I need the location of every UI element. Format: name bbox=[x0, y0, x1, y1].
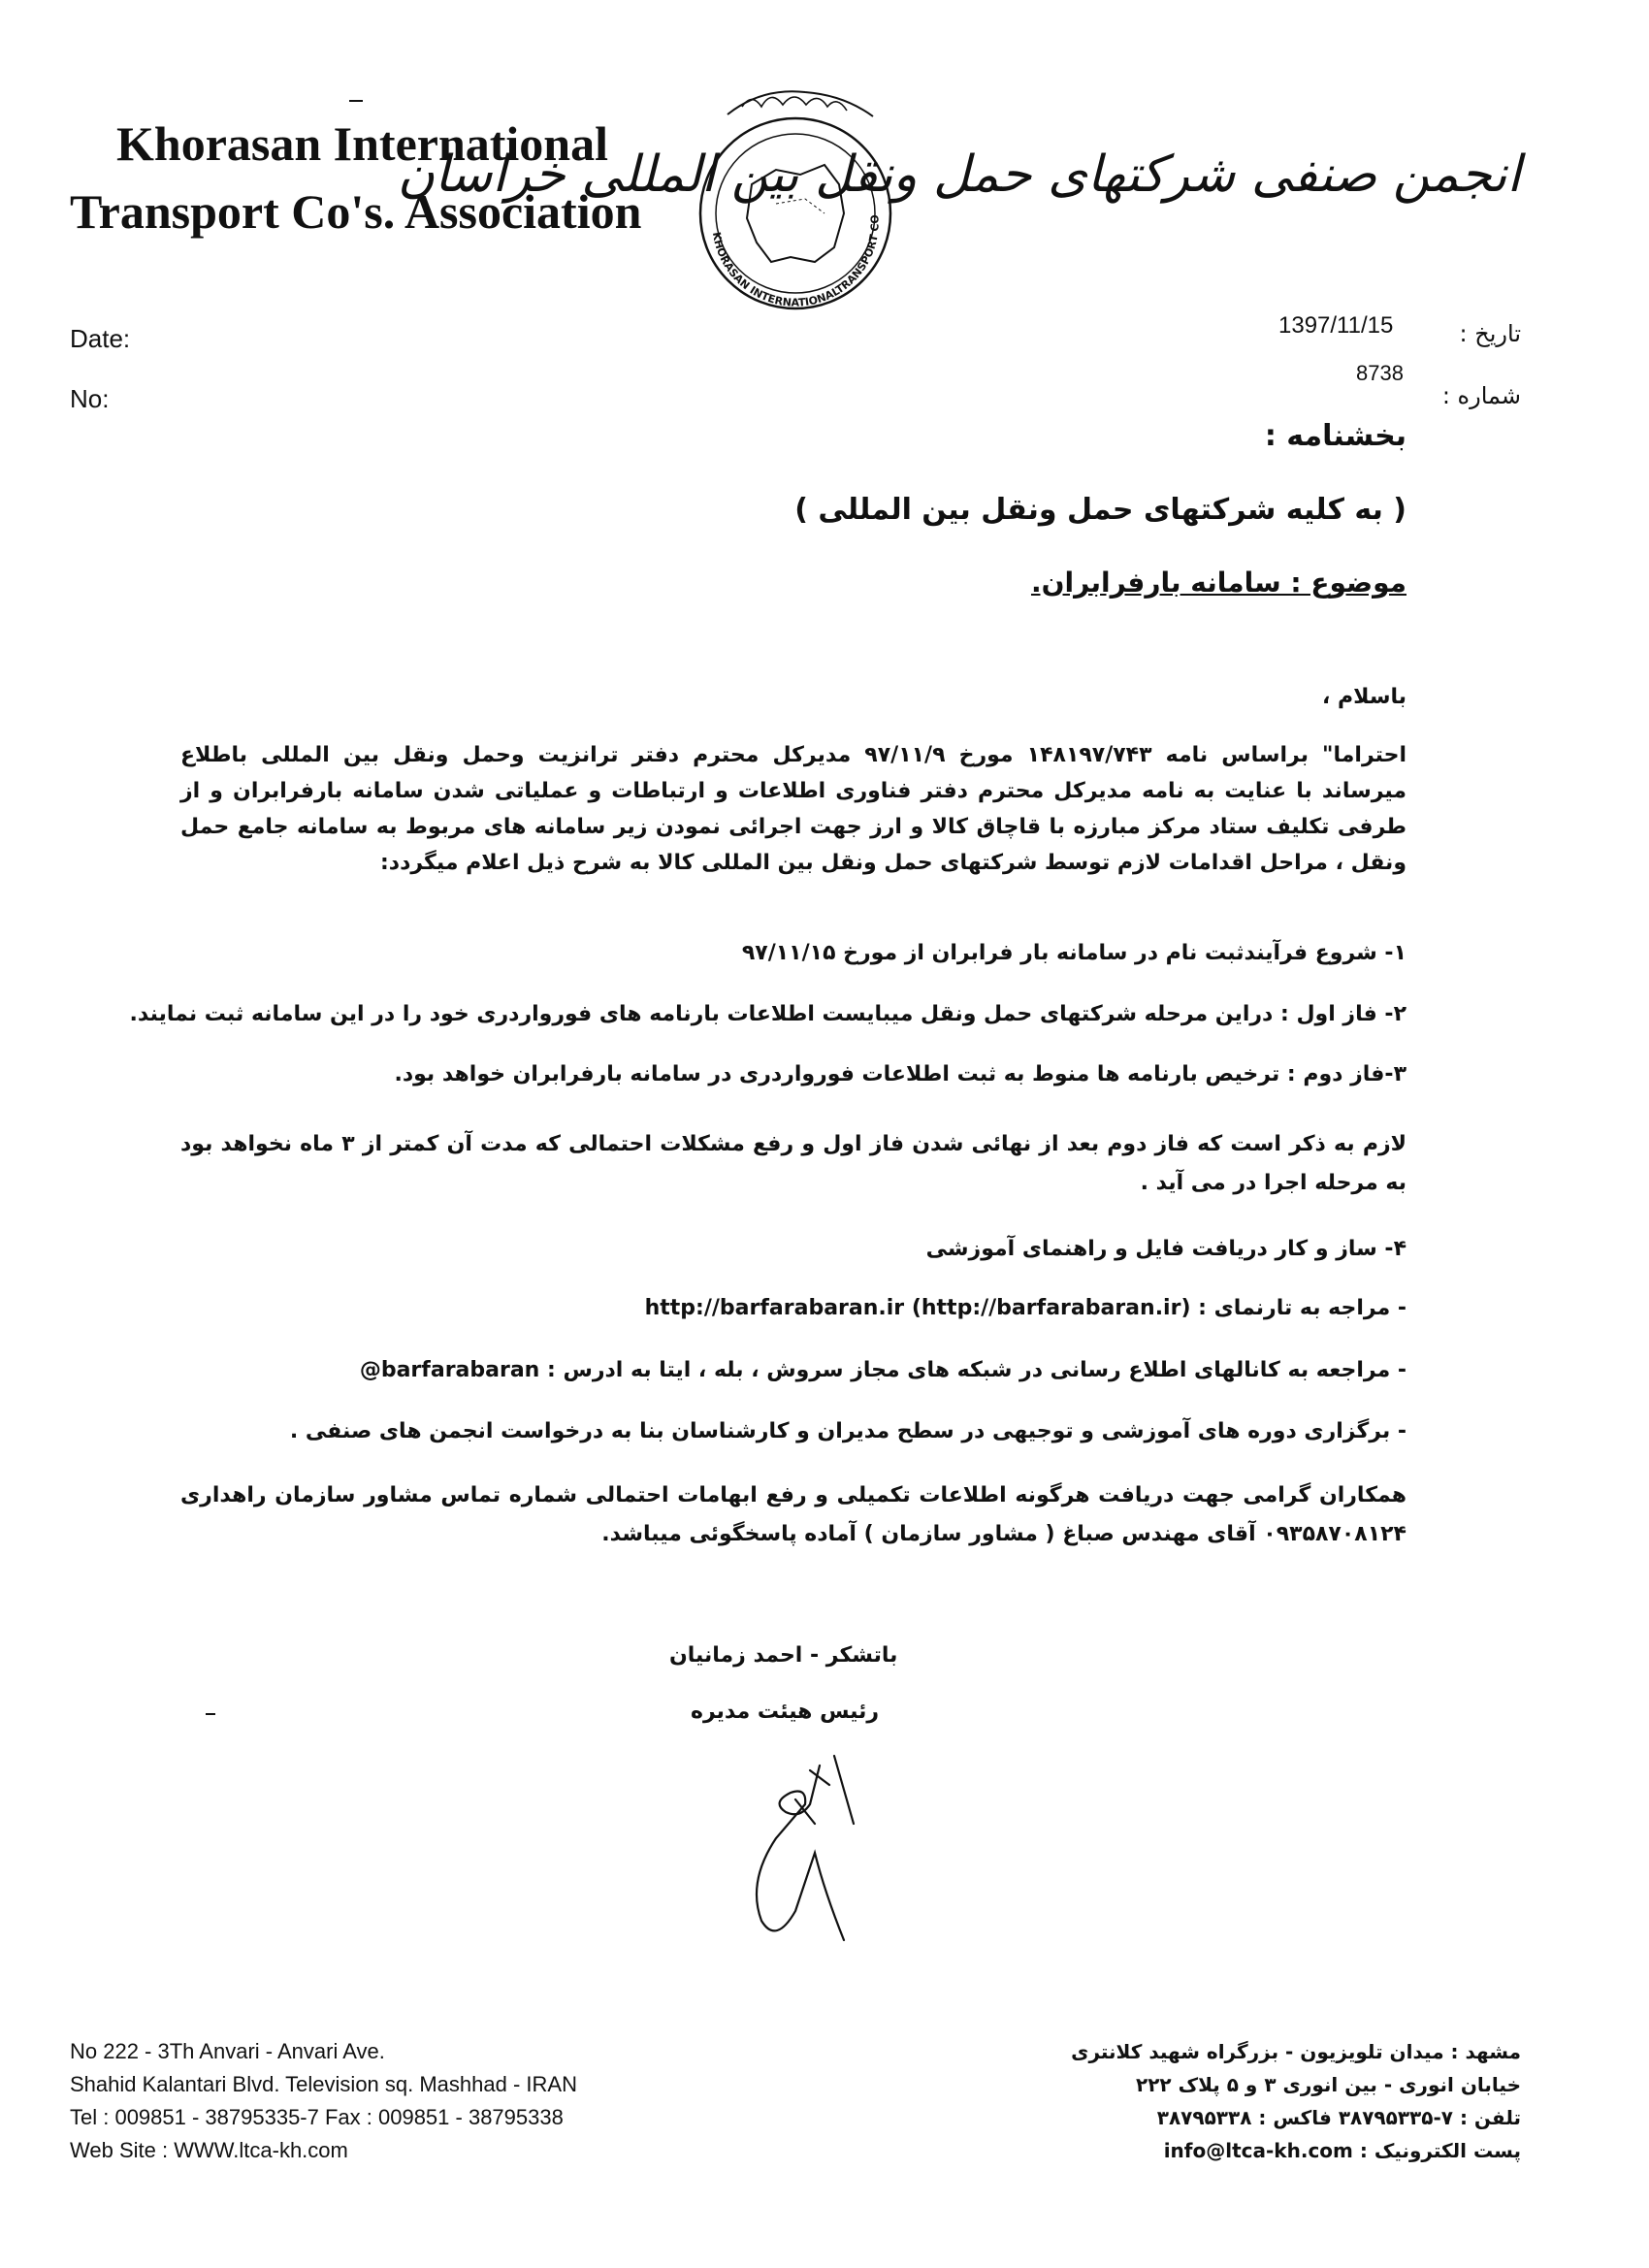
no-label-en: No: bbox=[70, 384, 110, 413]
footer-fa-line: مشهد : میدان تلویزیون - بزرگراه شهید کلانتری bbox=[1071, 2040, 1521, 2063]
footer-en-line: No 222 - 3Th Anvari - Anvari Ave. bbox=[70, 2039, 385, 2063]
closing-paragraph: همکاران گرامی جهت دریافت هرگونه اطلاعات تکمیلی و رفع ابهامات احتمالی شماره تماس مشاور سازمان راهداری ۰۹۳۵۸۷۰۸۱۲۴ آقای مهندس صباغ ( مشاور سازمان ) آماده پاسخگوئی میباشد. bbox=[180, 1483, 1406, 1546]
date-label-fa: تاریخ : bbox=[1459, 320, 1521, 347]
footer-email: پست الکترونیک : info@ltca-kh.com bbox=[1163, 2139, 1521, 2162]
signer-title: رئیس هیئت مدیره bbox=[691, 1700, 880, 1724]
signature bbox=[718, 1746, 883, 1950]
recipient-line: ( به کلیه شرکتهای حمل ونقل بین المللی ) bbox=[794, 493, 1406, 527]
footer-en-line: Shahid Kalantari Blvd. Television sq. Mashhad - IRAN bbox=[70, 2072, 577, 2096]
date-label-en: Date: bbox=[70, 324, 131, 353]
item-3: ۳-فاز دوم : ترخیص بارنامه ها منوط به ثبت اطلاعات فورواردری در سامانه بارفرابران خواهد بود. bbox=[394, 1062, 1406, 1086]
signoff: باتشکر - احمد زمانیان bbox=[669, 1643, 898, 1668]
intro-paragraph: احتراما" براساس نامه ۱۴۸۱۹۷/۷۴۳ مورخ ۹۷/۱۱/۹ مدیرکل محترم دفتر ترانزیت وحمل ونقل بین المللی باطلاع میرساند با عنایت به نامه مدیرکل محترم دفتر فناوری اطلاعات و ارتباطات و عملیاتی شدن سامانه بارفرابران و از طرفی تکلیف ستاد مرکز مبارزه با قاچاق کالا و ارز جهت اجرائی نمودن زیر سامانه های مربوط به سامانه جامع حمل ونقل ، مراحل اقدامات لازم توسط شرکتهای حمل ونقل بین المللی کالا به شرح ذیل اعلام میگردد: bbox=[180, 743, 1407, 875]
footer-fa-line: تلفن : ۷-۳۸۷۹۵۳۳۵ فاکس : ۳۸۷۹۵۳۳۸ bbox=[1156, 2106, 1521, 2129]
bullet-channels: - مراجعه به کانالهای اطلاع رسانی در شبکه های مجاز سروش ، بله ، ایتا به ادرس : barfarabaran@ bbox=[359, 1358, 1406, 1382]
subject-line: موضوع : سامانه بارفرابران. bbox=[1030, 567, 1406, 599]
mark-dash bbox=[349, 100, 363, 102]
footer-website: Web Site : WWW.ltca-kh.com bbox=[70, 2138, 348, 2162]
number-value: 8738 bbox=[1356, 361, 1404, 385]
footer-address-fa bbox=[1071, 2035, 1521, 2167]
item-2: ۲- فاز اول : دراین مرحله شرکتهای حمل ونقل میبایست اطلاعات بارنامه های فورواردری خود را در این سامانه ثبت نمایند. bbox=[129, 1002, 1406, 1026]
seal-text: KHORASAN INTERNATIONALTRANSPORT CO bbox=[709, 214, 882, 309]
signature-icon bbox=[718, 1746, 883, 1950]
footer-address-en bbox=[70, 2035, 577, 2167]
item-4: ۴- ساز و کار دریافت فایل و راهنمای آموزشی bbox=[925, 1237, 1406, 1261]
footer-fa-line: خیابان انوری - بین انوری ۳ و ۵ پلاک ۲۲۲ bbox=[1136, 2073, 1521, 2096]
item-1: ۱- شروع فرآیندثبت نام در سامانه بار فرابران از مورخ ۹۷/۱۱/۱۵ bbox=[741, 941, 1406, 965]
letter-type: بخشنامه : bbox=[1264, 419, 1406, 453]
greeting: باسلام ، bbox=[1321, 685, 1406, 709]
no-label-fa: شماره : bbox=[1441, 382, 1521, 409]
note-paragraph: لازم به ذکر است که فاز دوم بعد از نهائی شدن فاز اول و رفع مشکلات احتمالی که مدت آن کمتر از ۳ ماه نخواهد بود به مرحله اجرا در می آید . bbox=[180, 1132, 1407, 1195]
org-name-en-line1: Khorasan International bbox=[116, 116, 609, 171]
mark-dash bbox=[206, 1713, 215, 1715]
org-name-fa: انجمن صنفی شرکتهای حمل ونقل بین المللی خراسان bbox=[397, 146, 1521, 204]
date-value: 1397/11/15 bbox=[1278, 312, 1394, 339]
footer-en-line: Tel : 009851 - 38795335-7 Fax : 009851 - 38795338 bbox=[70, 2105, 564, 2129]
org-name-en-line2: Transport Co's. Association bbox=[70, 184, 642, 239]
bullet-training: - برگزاری دوره های آموزشی و توجیهی در سطح مدیران و کارشناسان بنا به درخواست انجمن های صنفی . bbox=[289, 1419, 1406, 1443]
bullet-website: - مراجه به تارنمای : (http://barfarabaran.ir (http://barfarabaran.ir bbox=[644, 1296, 1406, 1320]
